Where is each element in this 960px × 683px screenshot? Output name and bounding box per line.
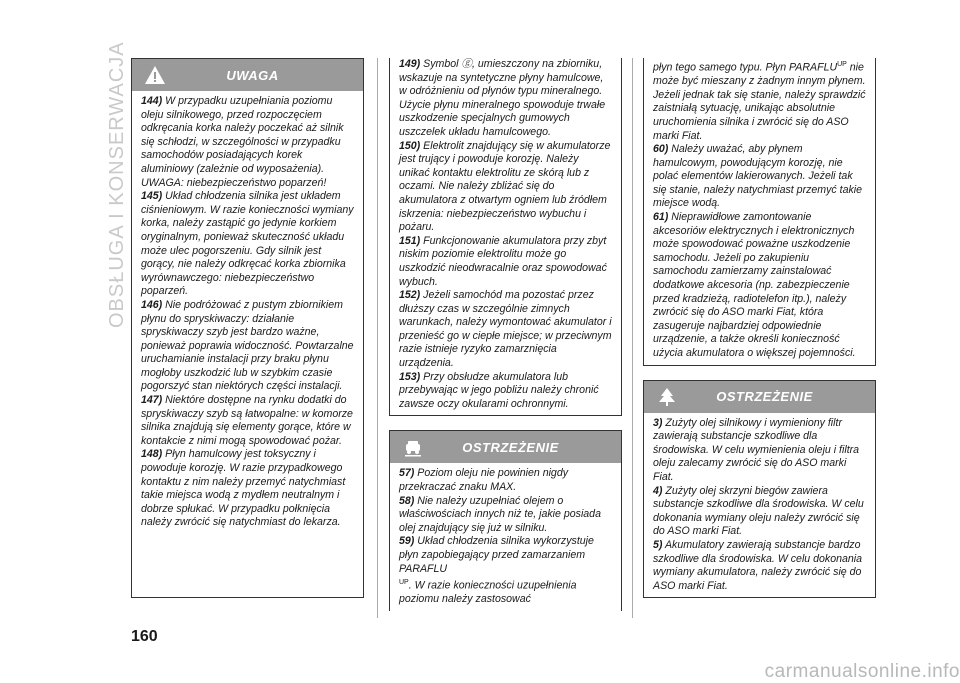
list-item: $^{UP}$. W razie konieczności uzupełnienia poziomu należy zastosować [399, 579, 577, 606]
list-item: 146) Nie podróżować z pustym zbiornikiem płynu do spryskiwaczy: działanie spryskiwaczy szyb jest bardzo ważne, ponieważ poprawia widoczność. Powtarzalne uruchamianie instalacji przy braku płynu mogłoby uszkodzić lub w szybkim czasie pogorszyć stan niektórych części instalacji. [141, 298, 354, 393]
column-2 [389, 58, 622, 611]
list-item: 57) Poziom oleju nie powinien nigdy przekraczać znaku MAX. [399, 467, 569, 494]
list-item: płyn tego samego typu. Płyn $PARAFLU^{UP}$ nie może być mieszany z żadnym innym płynem. Jeżeli jednak tak się stanie, należy sprawdzić zaistniałą sytuację, unikając absolutnie uruchomienia silnika i zwrócić się do ASO marki Fiat. [653, 61, 866, 142]
list-item: 58) Nie należy uzupełniać olejem o właściwościach innych niż te, jakie posiada olej znajdujący się już w silniku. [399, 494, 601, 534]
list-item: 144) W przypadku uzupełniania poziomu oleju silnikowego, przed rozpoczęciem odkręcania korka należy poczekać aż silnik się schłodzi, w szczególności w przypadku samochodów posiadających korek aluminiowy (zależnie od wyposażenia). UWAGA: niebezpieczeństwo poparzeń! [141, 95, 344, 189]
environment-banner [644, 381, 875, 413]
list-item: 151) Funkcjonowanie akumulatora przy zbyt niskim poziomie elektrolitu może go uszkodzić nieodwracalnie oraz spowodować wybuch. [399, 234, 607, 288]
environment-banner-label: OSTRZEŻENIE [716, 389, 813, 405]
list-item: 149) Symbol ⓖ, umieszczony na zbiorniku, wskazuje na syntetyczne płyny hamulcowe, w odróżnieniu od płynów typu mineralnego. Użycie płynu mineralnego spowoduje trwałe uszkodzenie specjalnych gumowych uszczelek układu hamulcowego. [399, 58, 606, 138]
warning-box [131, 58, 364, 598]
page-number: 160 [131, 628, 158, 645]
warning-continued-text [390, 58, 621, 415]
list-item: 3) Zużyty olej silnikowy i wymieniony filtr zawierają substancje szkodliwe dla środowiska. W celu wymienienia oleju i filtra oleju zalecamy zwrócić się do ASO marki Fiat. [653, 416, 860, 483]
footer-watermark: carmanualsonline.info [764, 661, 960, 682]
list-item: 4) Zużyty olej skrzyni biegów zawiera substancje szkodliwe dla środowiska. W celu dokonania wymiany oleju należy zwrócić się do ASO marki Fiat. [653, 484, 864, 538]
caution-continued-box [643, 58, 876, 366]
list-item: 148) Płyn hamulcowy jest toksyczny i powoduje korozję. W razie przypadkowego kontaktu z nim należy przemyć natychmiast takie miejsca wodą z mydłem neutralnym i dobrze spłukać. W przypadku połknięcia należy zwrócić się natychmiast do lekarza. [141, 448, 346, 529]
caution-box [389, 430, 622, 610]
warning-text [132, 91, 363, 534]
list-item: 5) Akumulatory zawierają substancje bardzo szkodliwe dla środowiska. W celu dokonania wymiany akumulatora, należy zwrócić się do ASO marki Fiat. [653, 538, 863, 592]
caution-continued-text [644, 58, 875, 365]
warning-triangle-icon [144, 64, 166, 86]
column-divider [377, 58, 378, 618]
environment-text [644, 413, 875, 598]
warning-banner-label: UWAGA [226, 67, 279, 83]
side-section-title: OBSŁUGA I KONSERWACJA [106, 41, 128, 328]
list-item: 150) Elektrolit znajdujący się w akumulatorze jest trujący i powoduje korozję. Należy unikać kontaktu elektrolitu ze skórą lub z oczami. Nie należy zbliżać się do akumulatora z otwartym ogniem lub źródłem iskrzenia: niebezpieczeństwo wybuchu i pożaru. [399, 139, 611, 234]
warning-banner [132, 59, 363, 91]
caution-banner-label: OSTRZEŻENIE [462, 439, 559, 455]
tree-icon [656, 386, 678, 408]
car-caution-icon [402, 436, 424, 458]
warning-continued-box [389, 58, 622, 416]
list-item: 59) Układ chłodzenia silnika wykorzystuje płyn zapobiegający przed zamarzaniem PARAFLU [399, 535, 594, 575]
list-item: 153) Przy obsłudze akumulatora lub przebywając w jego pobliżu należy chronić zawsze oczy okularami ochronnymi. [399, 370, 599, 410]
list-item: 60) Należy uważać, aby płynem hamulcowym, powodującym korozję, nie polać elementów lakierowanych. Jeżeli tak się stanie, należy natychmiast przemyć takie miejsce wodą. [653, 143, 863, 210]
caution-banner [390, 431, 621, 463]
list-item: 147) Niektóre dostępne na rynku dodatki do spryskiwaczy szyb są łatwopalne: w komorze silnika znajdują się elementy gorące, które w kontakcie z nimi mogą spowodować pożar. [141, 394, 353, 447]
column-divider [632, 58, 633, 618]
column-3 [643, 58, 876, 598]
list-item: 152) Jeżeli samochód ma pozostać przez dłuższy czas w szczególnie zimnych warunkach, należy wymontować akumulator i przenieść go w ciepłe miejsce; w przeciwnym razie istnieje ryzyko zamarznięcia urządzenia. [399, 289, 612, 370]
environment-box [643, 380, 876, 599]
list-item: 61) Nieprawidłowe zamontowanie akcesoriów elektrycznych i elektronicznych może spowodować poważne uszkodzenie samochodu. Jeżeli po zakupieniu samochodu zamierzamy zainstalować dodatkowe akcesoria (np. zabezpieczenie przed kradzieżą, radiotelefon itp.), należy zwrócić się do ASO marki Fiat, która zasugeruje najbardziej odpowiednie urządzenie, a także określi konieczność użycia akumulatora o większej pojemności. [653, 211, 856, 359]
list-item: 145) Układ chłodzenia silnika jest układem ciśnieniowym. W razie konieczności wymiany korka, należy zastąpić go jedynie korkiem oryginalnym, ponieważ skuteczność układu może ulec pogorszeniu. Gdy silnik jest gorący, nie należy odkręcać korka zbiornika wyrównawczego: niebezpieczeństwo poparzeń. [141, 190, 354, 298]
caution-text [390, 463, 621, 610]
